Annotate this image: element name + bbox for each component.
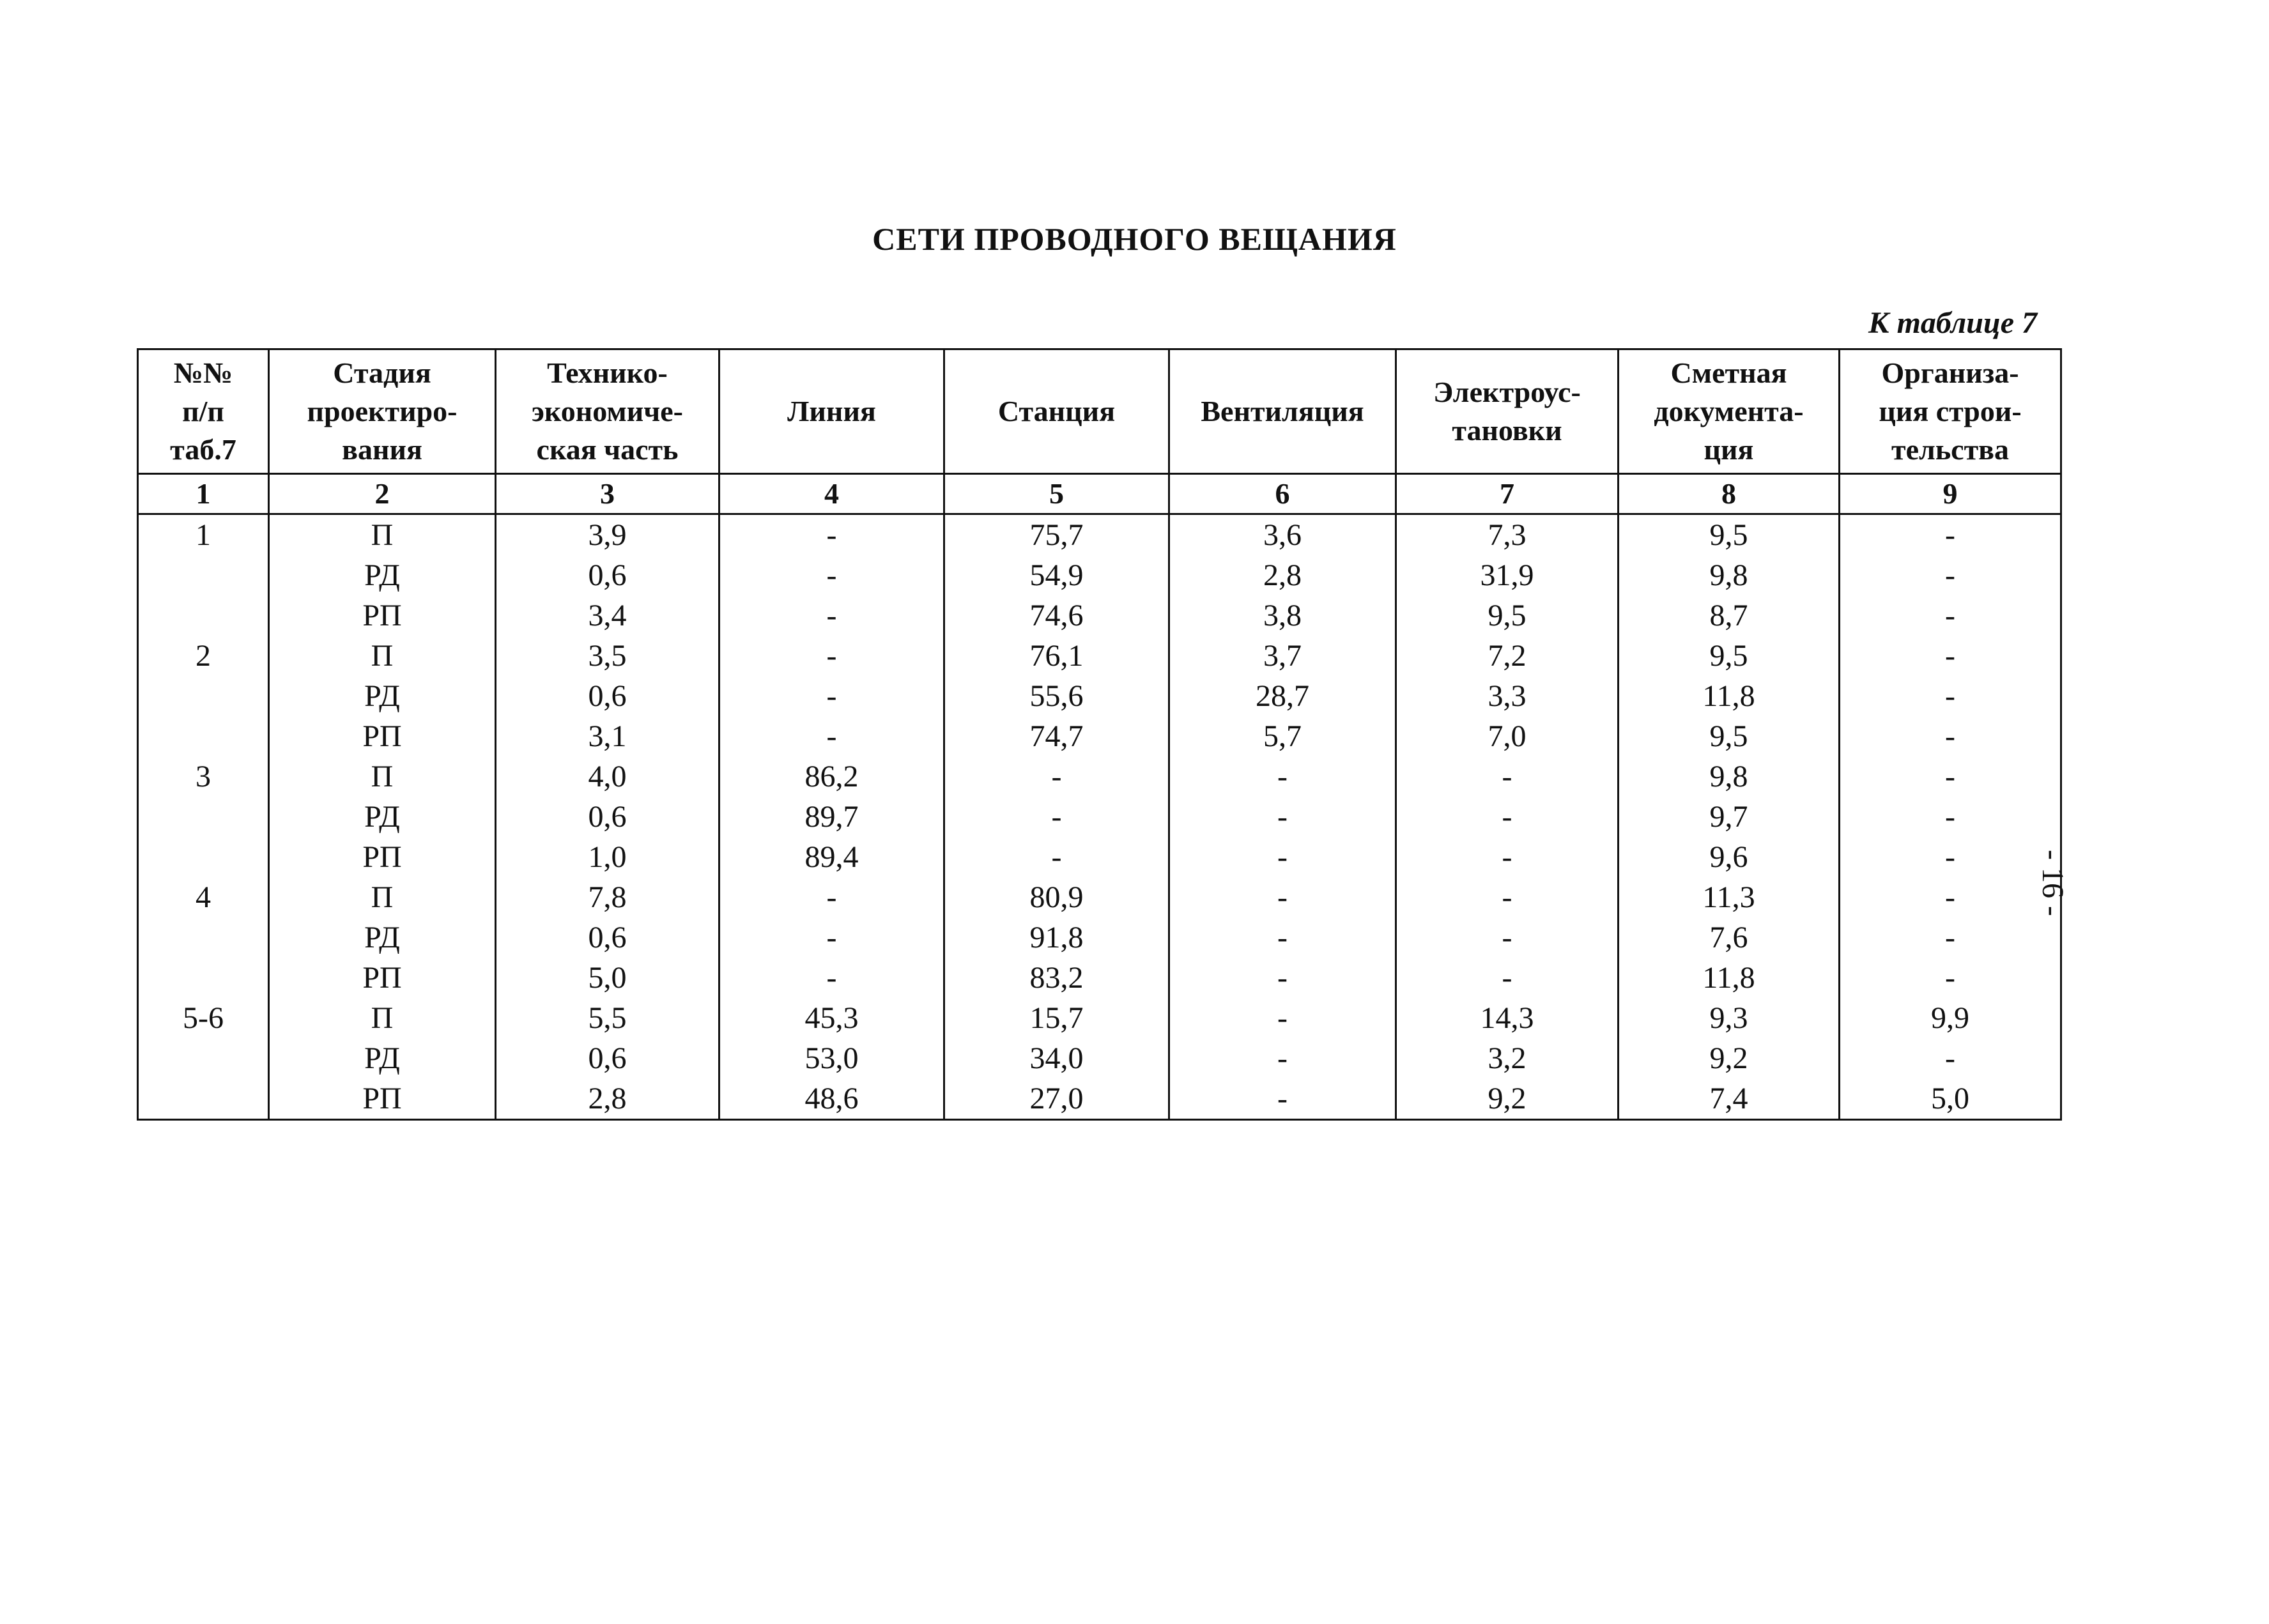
cell-design-stage: П [269, 877, 496, 917]
cell-construction-org: - [1840, 958, 2061, 998]
cell-line: 53,0 [719, 1038, 944, 1078]
cell-station: 75,7 [944, 514, 1169, 556]
cell-design-stage: РП [269, 837, 496, 877]
cell-line: 45,3 [719, 998, 944, 1038]
cell-estimate-docs: 9,5 [1619, 514, 1840, 556]
cell-construction-org: - [1840, 595, 2061, 636]
cell-electrical: - [1396, 756, 1619, 797]
cell-design-stage: РП [269, 716, 496, 756]
cell-estimate-docs: 11,8 [1619, 676, 1840, 716]
cell-line: - [719, 958, 944, 998]
cell-design-stage: П [269, 514, 496, 556]
column-number: 1 [138, 474, 269, 514]
cell-item-number: 3 [138, 756, 269, 797]
cell-construction-org: - [1840, 636, 2061, 676]
cell-ventilation: - [1169, 756, 1396, 797]
cell-item-number [138, 917, 269, 958]
cell-electrical: - [1396, 797, 1619, 837]
table-row [138, 636, 2061, 676]
header-ventilation: Вентиляция [1169, 349, 1396, 474]
cell-design-stage: РП [269, 958, 496, 998]
cell-electrical: 7,2 [1396, 636, 1619, 676]
cell-construction-org: - [1840, 555, 2061, 595]
cell-electrical: 31,9 [1396, 555, 1619, 595]
column-number-row [138, 474, 2061, 514]
cell-technical-economic: 0,6 [496, 917, 719, 958]
column-number: 7 [1396, 474, 1619, 514]
cell-technical-economic: 3,1 [496, 716, 719, 756]
cell-station: - [944, 756, 1169, 797]
cell-design-stage: П [269, 636, 496, 676]
column-number: 5 [944, 474, 1169, 514]
cell-ventilation: - [1169, 877, 1396, 917]
cell-technical-economic: 0,6 [496, 676, 719, 716]
cell-item-number: 1 [138, 514, 269, 556]
cell-item-number [138, 595, 269, 636]
cell-design-stage: РП [269, 595, 496, 636]
cell-technical-economic: 3,5 [496, 636, 719, 676]
cell-station: 15,7 [944, 998, 1169, 1038]
column-number: 4 [719, 474, 944, 514]
cell-ventilation: - [1169, 1038, 1396, 1078]
cell-electrical: - [1396, 837, 1619, 877]
cell-electrical: 14,3 [1396, 998, 1619, 1038]
table-row [138, 716, 2061, 756]
cell-construction-org: - [1840, 797, 2061, 837]
table-row [138, 1078, 2061, 1120]
cell-ventilation: 3,7 [1169, 636, 1396, 676]
cell-electrical: - [1396, 917, 1619, 958]
cell-station: 74,6 [944, 595, 1169, 636]
page-number: - 16 - [2036, 850, 2070, 916]
cell-technical-economic: 1,0 [496, 837, 719, 877]
cell-ventilation: - [1169, 958, 1396, 998]
table-body [138, 514, 2061, 1120]
header-construction-org: Организа- ция строи- тельства [1840, 349, 2061, 474]
cell-item-number: 2 [138, 636, 269, 676]
cell-construction-org: 5,0 [1840, 1078, 2061, 1120]
cell-ventilation: - [1169, 797, 1396, 837]
cell-station: 27,0 [944, 1078, 1169, 1120]
cell-estimate-docs: 9,5 [1619, 716, 1840, 756]
cell-technical-economic: 0,6 [496, 797, 719, 837]
cell-construction-org: - [1840, 716, 2061, 756]
table-row [138, 514, 2061, 556]
cell-line: - [719, 636, 944, 676]
cell-ventilation: 3,8 [1169, 595, 1396, 636]
cell-construction-org: - [1840, 837, 2061, 877]
column-number: 9 [1840, 474, 2061, 514]
cell-item-number [138, 797, 269, 837]
cell-item-number [138, 837, 269, 877]
cell-station: - [944, 797, 1169, 837]
cell-estimate-docs: 9,8 [1619, 756, 1840, 797]
cell-estimate-docs: 7,6 [1619, 917, 1840, 958]
cell-design-stage: РД [269, 797, 496, 837]
table-row [138, 797, 2061, 837]
table-row [138, 1038, 2061, 1078]
cell-line: - [719, 514, 944, 556]
cell-construction-org: - [1840, 514, 2061, 556]
cell-design-stage: РД [269, 1038, 496, 1078]
cell-estimate-docs: 9,8 [1619, 555, 1840, 595]
cell-estimate-docs: 8,7 [1619, 595, 1840, 636]
cell-estimate-docs: 9,5 [1619, 636, 1840, 676]
table-row [138, 877, 2061, 917]
cell-item-number: 5-6 [138, 998, 269, 1038]
cell-electrical: 9,5 [1396, 595, 1619, 636]
cell-line: - [719, 595, 944, 636]
cell-ventilation: - [1169, 837, 1396, 877]
cell-construction-org: - [1840, 756, 2061, 797]
cell-ventilation: - [1169, 998, 1396, 1038]
header-electrical: Электроус- тановки [1396, 349, 1619, 474]
cell-line: 48,6 [719, 1078, 944, 1120]
cell-ventilation: - [1169, 917, 1396, 958]
cell-design-stage: РП [269, 1078, 496, 1120]
table-header-row [138, 349, 2061, 474]
cell-item-number [138, 958, 269, 998]
cell-ventilation: 5,7 [1169, 716, 1396, 756]
cell-station: 83,2 [944, 958, 1169, 998]
cell-technical-economic: 0,6 [496, 1038, 719, 1078]
column-number: 6 [1169, 474, 1396, 514]
cell-technical-economic: 0,6 [496, 555, 719, 595]
cell-design-stage: П [269, 998, 496, 1038]
cell-ventilation: - [1169, 1078, 1396, 1120]
cell-electrical: - [1396, 958, 1619, 998]
cell-item-number [138, 1078, 269, 1120]
table-row [138, 555, 2061, 595]
cell-item-number [138, 1038, 269, 1078]
data-table [137, 348, 2062, 1121]
cell-technical-economic: 7,8 [496, 877, 719, 917]
cell-design-stage: РД [269, 917, 496, 958]
table-row [138, 958, 2061, 998]
cell-ventilation: 3,6 [1169, 514, 1396, 556]
column-number: 8 [1619, 474, 1840, 514]
cell-line: 86,2 [719, 756, 944, 797]
cell-construction-org: - [1840, 877, 2061, 917]
cell-technical-economic: 4,0 [496, 756, 719, 797]
cell-technical-economic: 3,4 [496, 595, 719, 636]
cell-construction-org: 9,9 [1840, 998, 2061, 1038]
cell-technical-economic: 3,9 [496, 514, 719, 556]
column-number: 3 [496, 474, 719, 514]
document-title: СЕТИ ПРОВОДНОГО ВЕЩАНИЯ [872, 221, 1397, 257]
cell-item-number [138, 716, 269, 756]
cell-line: - [719, 716, 944, 756]
cell-item-number [138, 676, 269, 716]
cell-design-stage: РД [269, 676, 496, 716]
cell-electrical: 3,3 [1396, 676, 1619, 716]
cell-electrical: 9,2 [1396, 1078, 1619, 1120]
cell-estimate-docs: 9,7 [1619, 797, 1840, 837]
cell-ventilation: 28,7 [1169, 676, 1396, 716]
table-row [138, 917, 2061, 958]
cell-station: 54,9 [944, 555, 1169, 595]
cell-station: - [944, 837, 1169, 877]
cell-technical-economic: 2,8 [496, 1078, 719, 1120]
table-row [138, 837, 2061, 877]
cell-line: 89,4 [719, 837, 944, 877]
cell-item-number: 4 [138, 877, 269, 917]
cell-construction-org: - [1840, 676, 2061, 716]
cell-estimate-docs: 9,2 [1619, 1038, 1840, 1078]
column-number: 2 [269, 474, 496, 514]
cell-electrical: - [1396, 877, 1619, 917]
cell-estimate-docs: 9,3 [1619, 998, 1840, 1038]
cell-line: - [719, 555, 944, 595]
header-estimate-docs: Сметная документа- ция [1619, 349, 1840, 474]
cell-station: 76,1 [944, 636, 1169, 676]
cell-station: 74,7 [944, 716, 1169, 756]
header-design-stage: Стадия проектиро- вания [269, 349, 496, 474]
cell-line: - [719, 676, 944, 716]
cell-station: 34,0 [944, 1038, 1169, 1078]
cell-electrical: 7,0 [1396, 716, 1619, 756]
cell-estimate-docs: 9,6 [1619, 837, 1840, 877]
cell-line: - [719, 877, 944, 917]
cell-design-stage: П [269, 756, 496, 797]
header-station: Станция [944, 349, 1169, 474]
cell-item-number [138, 555, 269, 595]
cell-electrical: 7,3 [1396, 514, 1619, 556]
cell-electrical: 3,2 [1396, 1038, 1619, 1078]
header-technical-economic: Технико- экономиче- ская часть [496, 349, 719, 474]
cell-station: 55,6 [944, 676, 1169, 716]
table-row [138, 998, 2061, 1038]
cell-station: 80,9 [944, 877, 1169, 917]
cell-construction-org: - [1840, 1038, 2061, 1078]
cell-technical-economic: 5,0 [496, 958, 719, 998]
cell-construction-org: - [1840, 917, 2061, 958]
header-line: Линия [719, 349, 944, 474]
cell-ventilation: 2,8 [1169, 555, 1396, 595]
cell-estimate-docs: 11,8 [1619, 958, 1840, 998]
cell-station: 91,8 [944, 917, 1169, 958]
table-row [138, 676, 2061, 716]
cell-estimate-docs: 11,3 [1619, 877, 1840, 917]
cell-line: - [719, 917, 944, 958]
cell-technical-economic: 5,5 [496, 998, 719, 1038]
cell-estimate-docs: 7,4 [1619, 1078, 1840, 1120]
cell-line: 89,7 [719, 797, 944, 837]
cell-design-stage: РД [269, 555, 496, 595]
header-item-number: №№ п/п таб.7 [138, 349, 269, 474]
table-row [138, 595, 2061, 636]
table-reference: К таблице 7 [1868, 306, 2037, 340]
table-row [138, 756, 2061, 797]
